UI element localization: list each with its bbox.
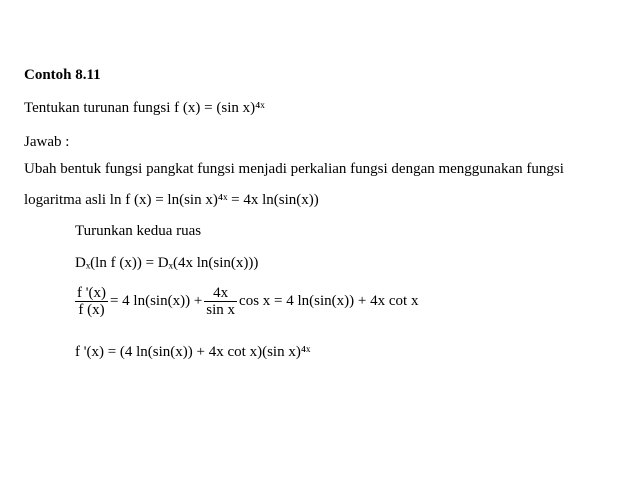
- equation-tail: cos x = 4 ln(sin(x)) + 4x cot x: [239, 293, 419, 309]
- fraction-right-numerator: 4x: [204, 285, 237, 302]
- equation-middle: = 4 ln(sin(x)) +: [109, 293, 203, 309]
- explanation-line-2: logaritma asli ln f (x) = ln(sin x)⁴ˣ = 4x ln(sin(x)): [24, 192, 319, 208]
- equation-derivative-log: Dₓ(ln f (x)) = Dₓ(4x ln(sin(x))): [75, 255, 259, 271]
- answer-label: Jawab :: [24, 134, 70, 150]
- example-title: Contoh 8.11: [24, 67, 101, 83]
- explanation-line-1: Ubah bentuk fungsi pangkat fungsi menjadi perkalian fungsi dengan menggunakan fungsi: [24, 161, 564, 177]
- step-derive-both-sides: Turunkan kedua ruas: [75, 223, 202, 239]
- fraction-right-denominator: sin x: [206, 302, 236, 318]
- final-result: f '(x) = (4 ln(sin(x)) + 4x cot x)(sin x)⁴ˣ: [75, 344, 311, 360]
- problem-statement: Tentukan turunan fungsi f (x) = (sin x)⁴ˣ: [24, 100, 265, 116]
- fraction-left: [75, 285, 108, 318]
- fraction-right: [204, 285, 237, 318]
- fraction-left-numerator: f '(x): [77, 285, 106, 301]
- equation-quotient: [75, 285, 420, 318]
- fraction-left-denominator: f (x): [78, 302, 105, 318]
